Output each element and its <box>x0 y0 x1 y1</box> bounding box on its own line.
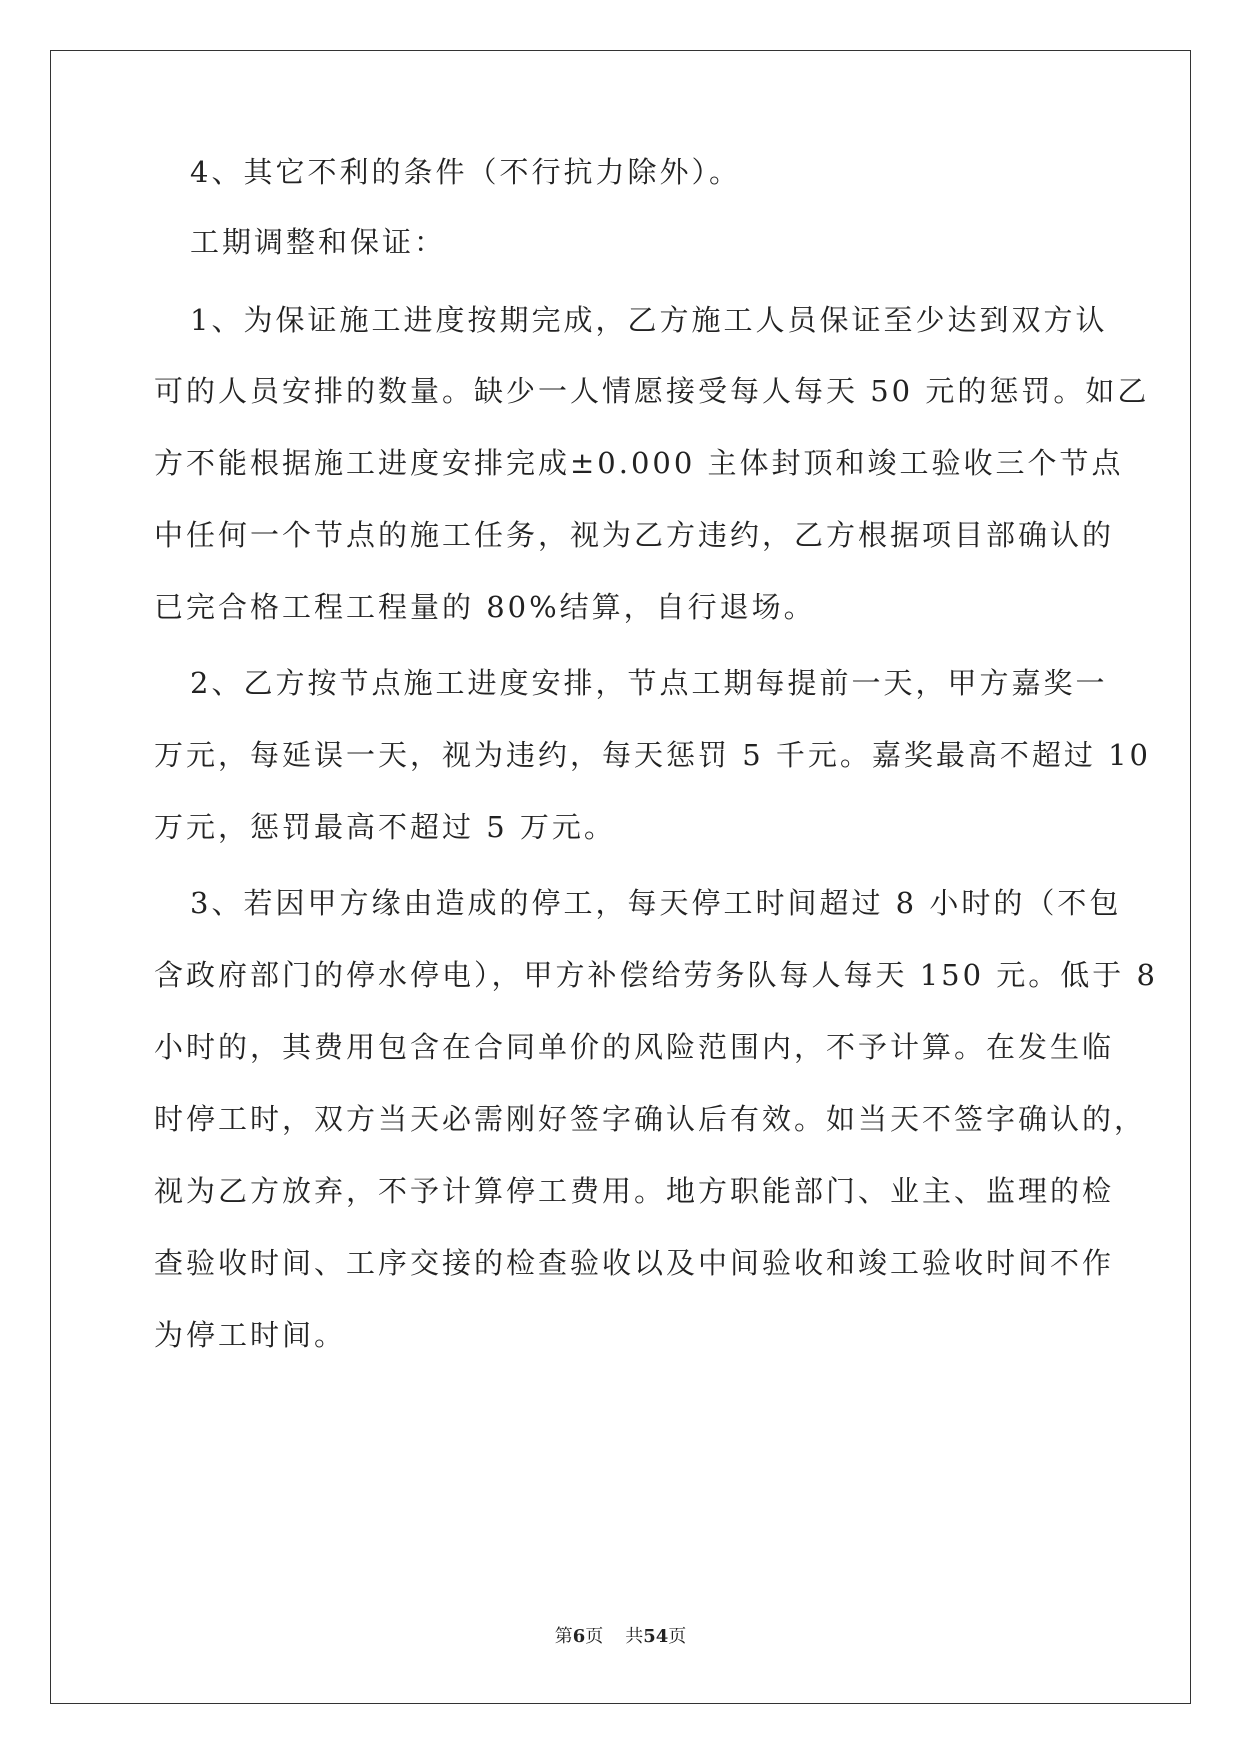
text-line: 为停工时间。 <box>154 1318 347 1352</box>
text-line: 3、若因甲方缘由造成的停工，每天停工时间超过 8 小时的（不包 <box>190 886 1122 920</box>
total-prefix: 共 <box>625 1626 644 1647</box>
text-line: 视为乙方放弃，不予计算停工费用。地方职能部门、业主、监理的检 <box>154 1174 1115 1208</box>
text-line: 中任何一个节点的施工任务，视为乙方违约，乙方根据项目部确认的 <box>154 518 1115 552</box>
text-line: 时停工时，双方当天必需刚好签字确认后有效。如当天不签字确认的， <box>154 1102 1147 1136</box>
text-line: 方不能根据施工进度安排完成±0.000 主体封顶和竣工验收三个节点 <box>154 446 1124 480</box>
total-pages: 54 <box>643 1626 669 1647</box>
text-line: 万元，每延误一天，视为违约，每天惩罚 5 千元。嘉奖最高不超过 10 <box>154 738 1152 772</box>
page-prefix: 第 <box>554 1626 573 1647</box>
text-line: 含政府部门的停水停电），甲方补偿给劳务队每人每天 150 元。低于 8 <box>154 958 1158 992</box>
text-line: 查验收时间、工序交接的检查验收以及中间验收和竣工验收时间不作 <box>154 1246 1115 1280</box>
text-line: 2、乙方按节点施工进度安排，节点工期每提前一天，甲方嘉奖一 <box>190 666 1108 700</box>
page-border <box>50 50 1191 1704</box>
text-line: 已完合格工程工程量的 80%结算，自行退场。 <box>154 590 816 624</box>
page-suffix: 页 <box>585 1626 604 1647</box>
text-line: 可的人员安排的数量。缺少一人情愿接受每人每天 50 元的惩罚。如乙 <box>154 374 1150 408</box>
page-footer <box>0 1622 1241 1648</box>
text-line: 4、其它不利的条件（不行抗力除外）。 <box>190 155 741 189</box>
text-line: 万元，惩罚最高不超过 5 万元。 <box>154 810 616 844</box>
section-heading: 工期调整和保证： <box>190 225 447 259</box>
text-line: 小时的，其费用包含在合同单价的风险范围内，不予计算。在发生临 <box>154 1030 1115 1064</box>
total-suffix: 页 <box>668 1626 687 1647</box>
text-line: 1、为保证施工进度按期完成，乙方施工人员保证至少达到双方认 <box>190 303 1108 337</box>
page-number: 6 <box>572 1626 586 1647</box>
